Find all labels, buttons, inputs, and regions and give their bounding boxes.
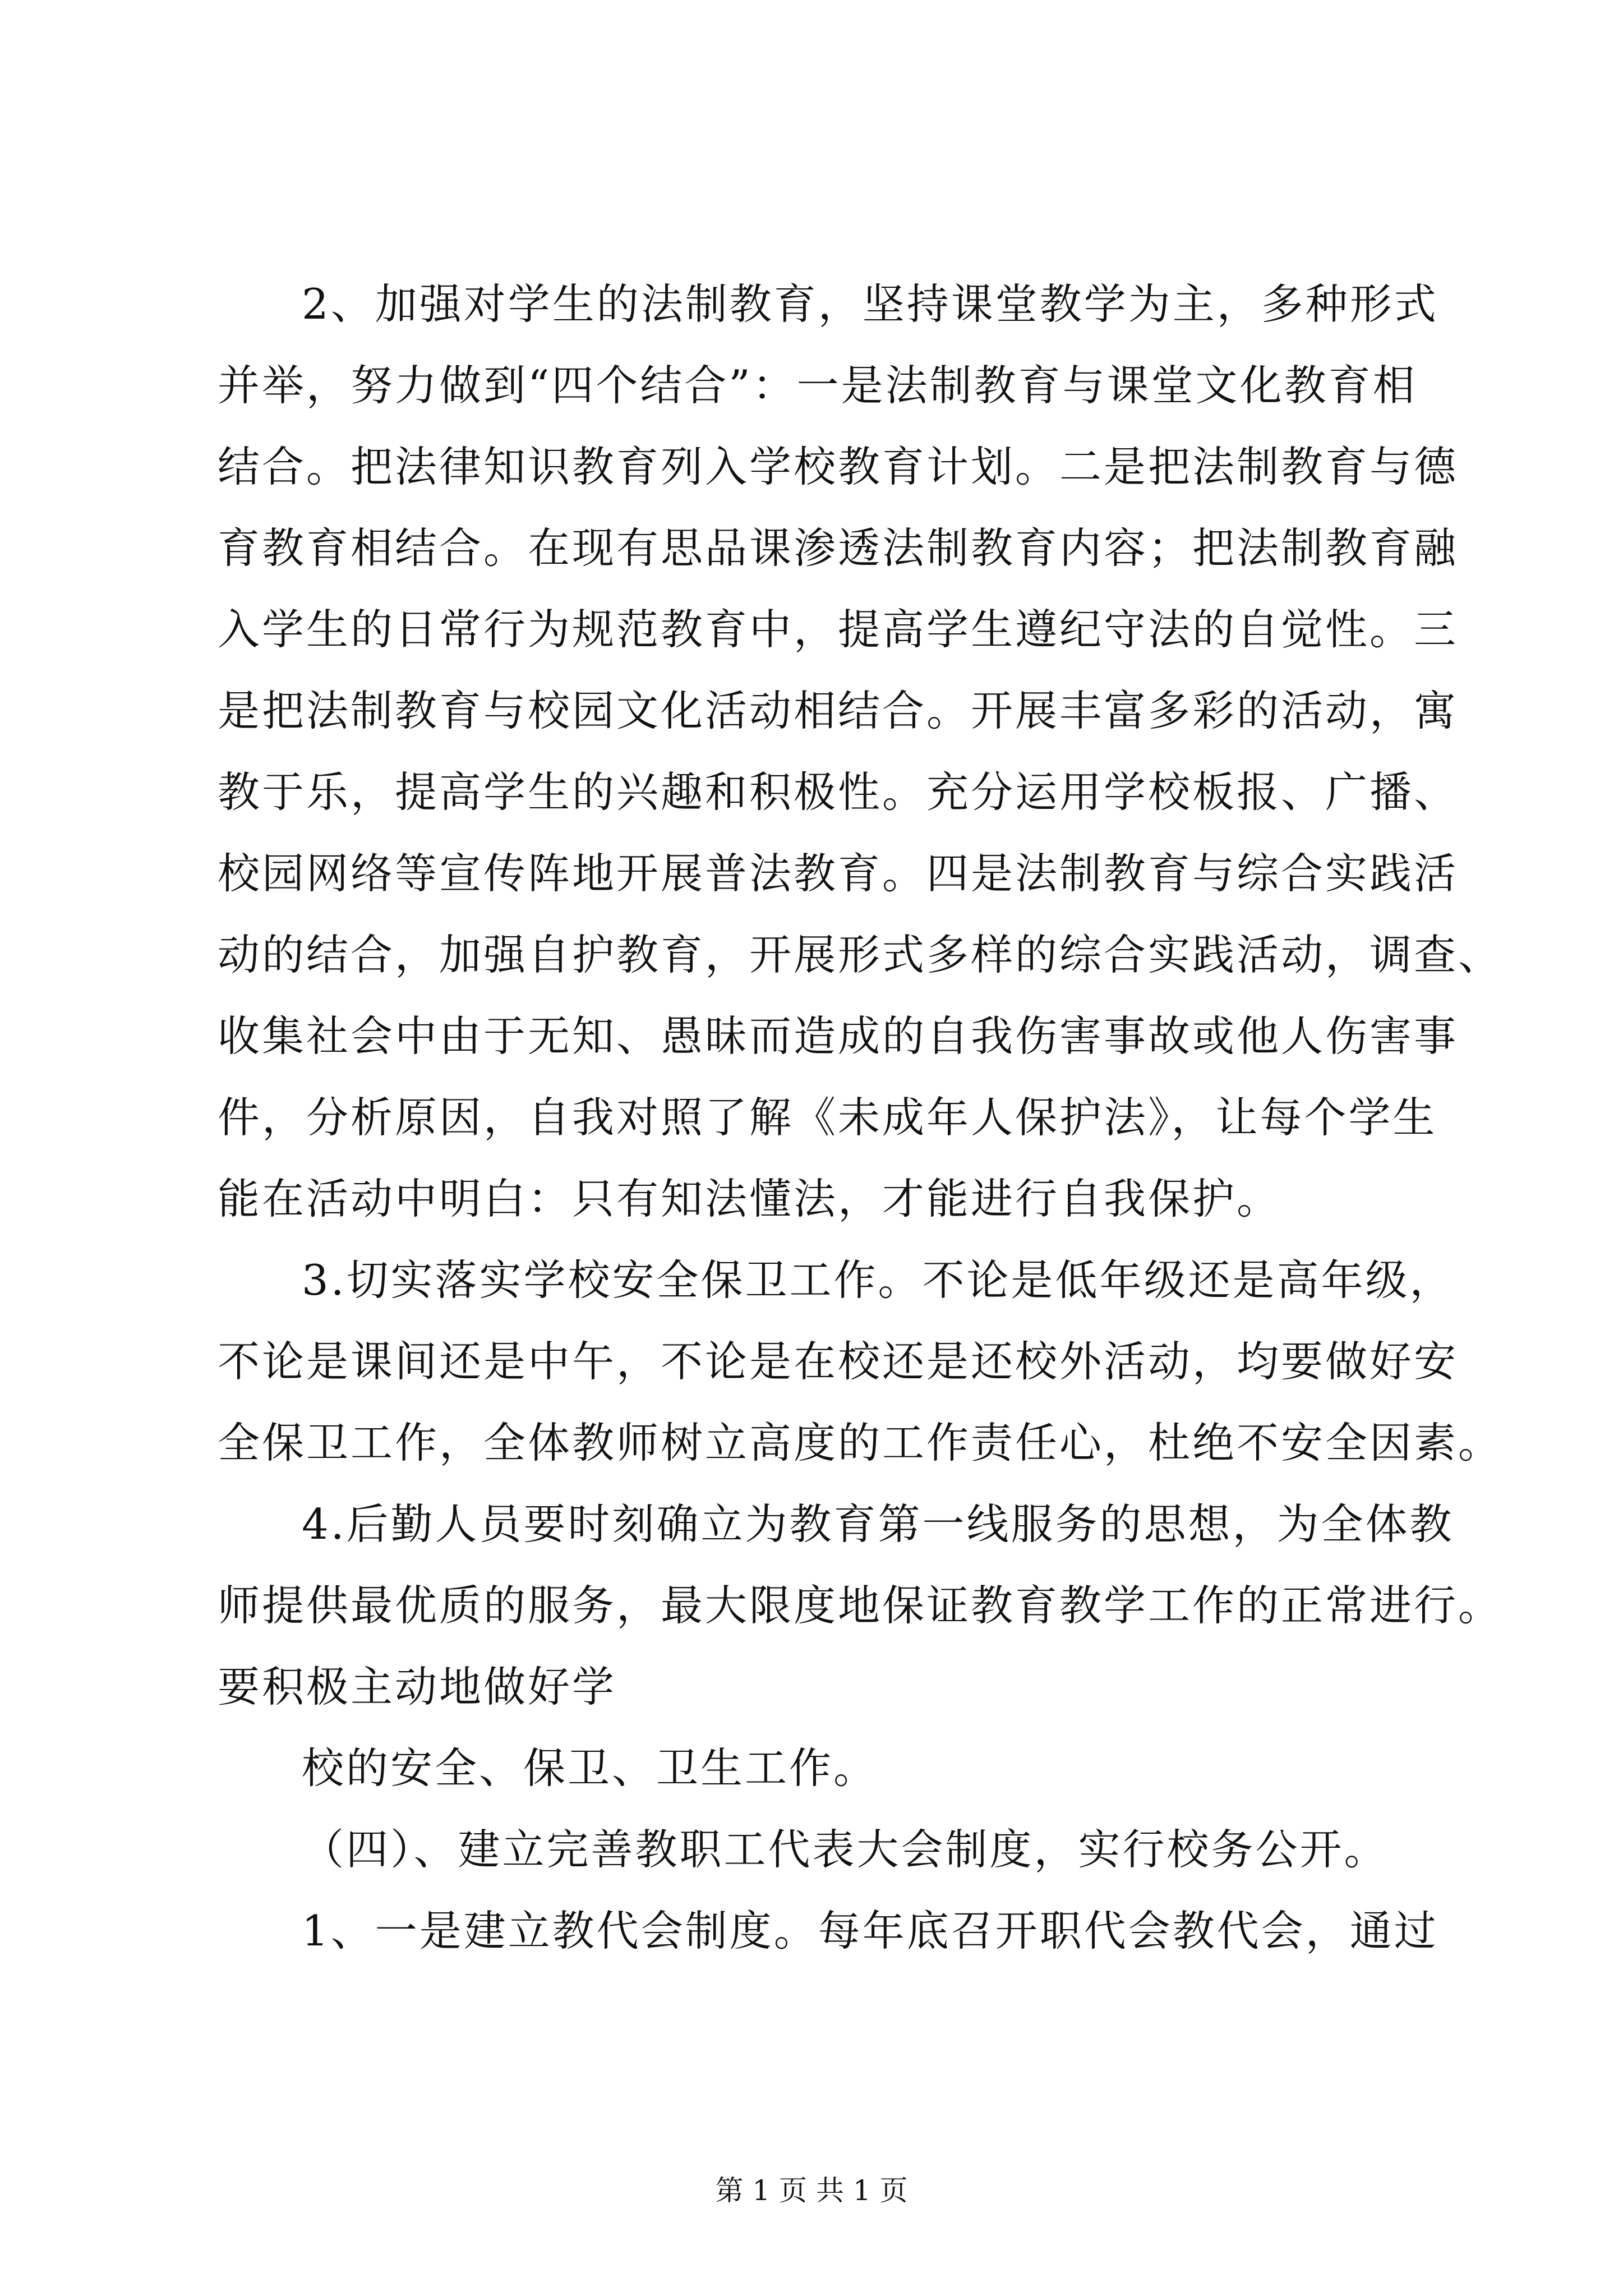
page-number-label: 第 1 页 共 1 页 <box>715 2174 908 2207</box>
text-line-15: 全保卫工作，全体教师树立高度的工作责任心，杜绝不安全因素。 <box>218 1418 1503 1467</box>
text-line-18: 要积极主动地做好学 <box>218 1662 617 1711</box>
text-line-4: 育教育相结合。在现有思品课渗透法制教育内容；把法制教育融 <box>218 523 1459 573</box>
text-line-9: 动的结合，加强自护教育，开展形式多样的综合实践活动，调查、 <box>218 930 1503 979</box>
page-footer <box>0 2171 1623 2210</box>
text-line-21: 1、一是建立教代会制度。每年底召开职代会教代会，通过 <box>302 1906 1438 1955</box>
text-line-12: 能在活动中明白：只有知法懂法，才能进行自我保护。 <box>218 1174 1281 1223</box>
text-line-14: 不论是课间还是中午，不论是在校还是还校外活动，均要做好安 <box>218 1337 1459 1386</box>
text-line-19: 校的安全、保卫、卫生工作。 <box>302 1743 878 1793</box>
text-line-3: 结合。把法律知识教育列入学校教育计划。二是把法制教育与德 <box>218 442 1459 491</box>
text-line-7: 教于乐，提高学生的兴趣和积极性。充分运用学校板报、广播、 <box>218 767 1459 817</box>
text-line-13: 3.切实落实学校安全保卫工作。不论是低年级还是高年级， <box>302 1255 1454 1305</box>
text-line-5: 入学生的日常行为规范教育中，提高学生遵纪守法的自觉性。三 <box>218 605 1459 654</box>
text-line-17: 师提供最优质的服务，最大限度地保证教育教学工作的正常进行。 <box>218 1581 1503 1630</box>
text-line-11: 件，分析原因，自我对照了解《未成年人保护法》，让每个学生 <box>218 1093 1437 1142</box>
text-line-8: 校园网络等宣传阵地开展普法教育。四是法制教育与综合实践活 <box>218 849 1459 898</box>
text-line-1: 2、加强对学生的法制教育，坚持课堂教学为主，多种形式 <box>302 279 1438 329</box>
section-heading: （四）、建立完善教职工代表大会制度，实行校务公开。 <box>302 1825 1389 1874</box>
document-body <box>218 264 1503 1972</box>
text-line-10: 收集社会中由于无知、愚昧而造成的自我伤害事故或他人伤害事 <box>218 1011 1459 1061</box>
text-line-16: 4.后勤人员要时刻确立为教育第一线服务的思想，为全体教 <box>302 1499 1454 1549</box>
text-line-2: 并举，努力做到“四个结合”：一是法制教育与课堂文化教育相 <box>218 361 1417 410</box>
text-line-6: 是把法制教育与校园文化活动相结合。开展丰富多彩的活动，寓 <box>218 686 1459 735</box>
